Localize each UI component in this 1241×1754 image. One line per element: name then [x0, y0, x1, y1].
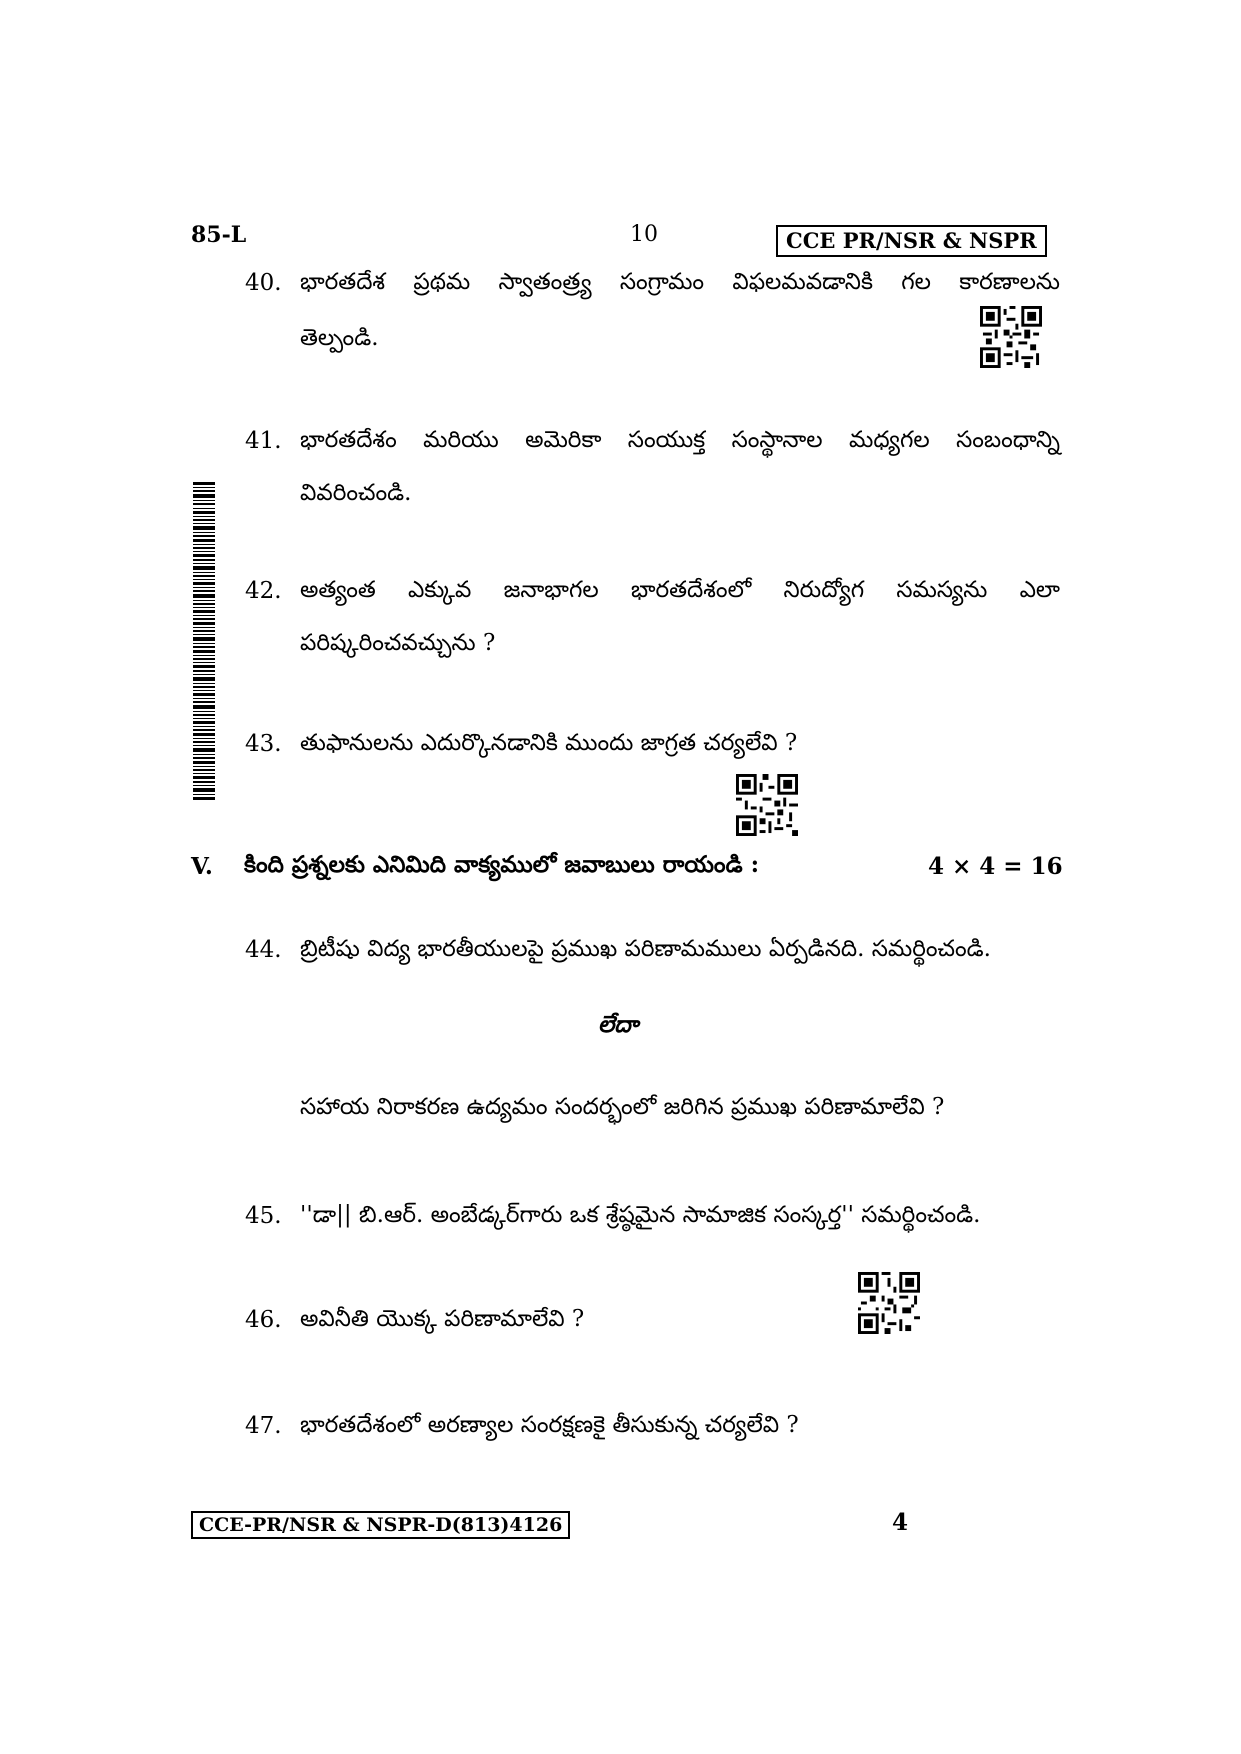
question-text: భారతదేశంలో అరణ్యాల సంరక్షణకై తీసుకున్న చర్యలేవి ? [300, 1412, 799, 1438]
question-number: 45. [245, 1203, 282, 1229]
question-text: ''డా|| బి.ఆర్. అంబేడ్కర్‌గారు ఒక శ్రేష్ఠమైన సామాజిక సంస్కర్త'' సమర్థించండి. [300, 1202, 981, 1228]
footer-code-box: CCE-PR/NSR & NSPR-D(813)4126 [191, 1511, 570, 1539]
section-marks: 4 × 4 = 16 [928, 853, 1063, 880]
section-instruction: కింది ప్రశ్నలకు ఎనిమిది వాక్యములో జవాబులు రాయండి : [244, 851, 760, 878]
footer-page-number: 4 [892, 1509, 909, 1536]
paper-code: 85-L [191, 222, 247, 248]
or-label: లేదా [598, 1011, 639, 1038]
question-number: 42. [245, 578, 282, 604]
question-number: 41. [245, 428, 282, 454]
question-number: 44. [245, 937, 282, 963]
question-text: సహాయ నిరాకరణ ఉద్యమం సందర్భంలో జరిగిన ప్రముఖ పరిణామాలేవి ? [300, 1094, 945, 1120]
qr-code-icon [980, 306, 1042, 368]
question-text: భారతదేశ ప్రథమ స్వాతంత్ర్య సంగ్రామం విఫలమవడానికి గల కారణాలను [300, 269, 1060, 295]
question-text: తుఫానులను ఎదుర్కొనడానికి ముందు జాగ్రత చర్యలేవి ? [300, 730, 798, 756]
question-number: 43. [245, 731, 282, 757]
question-number: 40. [245, 270, 282, 296]
section-number: V. [191, 853, 213, 880]
barcode-icon [193, 482, 215, 800]
question-number: 46. [245, 1307, 282, 1333]
question-text: తెల్పండి. [300, 325, 379, 351]
question-number: 47. [245, 1413, 282, 1439]
question-text: బ్రిటీషు విద్య భారతీయులపై ప్రముఖ పరిణామములు ఏర్పడినది. సమర్థించండి. [300, 936, 991, 962]
series-box: CCE PR/NSR & NSPR [776, 225, 1047, 257]
question-text: అత్యంత ఎక్కువ జనాభాగల భారతదేశంలో నిరుద్యోగ సమస్యను ఎలా [300, 577, 1060, 603]
page-number: 10 [630, 222, 658, 247]
question-text: భారతదేశం మరియు అమెరికా సంయుక్త సంస్థానాల మధ్యగల సంబంధాన్ని [300, 427, 1060, 453]
qr-code-icon [858, 1272, 920, 1334]
qr-code-icon [736, 774, 798, 836]
question-text: పరిష్కరించవచ్చును ? [300, 630, 496, 656]
question-text: అవినీతి యొక్క పరిణామాలేవి ? [300, 1306, 585, 1332]
question-text: వివరించండి. [300, 480, 412, 506]
